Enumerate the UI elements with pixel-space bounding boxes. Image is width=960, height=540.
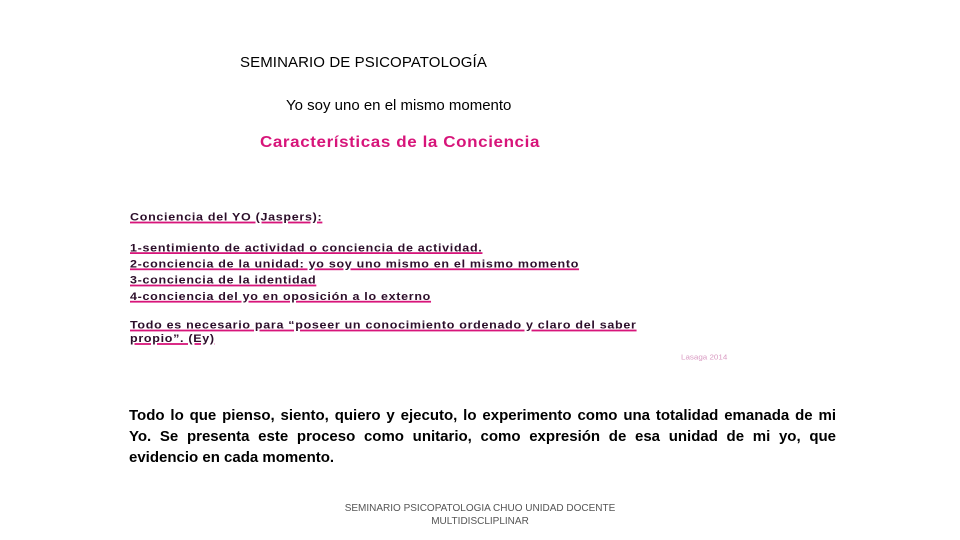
- body-paragraph: Todo lo que pienso, siento, quiero y ejecuto, lo experimento como una totalidad emanada de mi Yo. Se presenta este proceso como unitario, como expresión de esa unidad de mi yo, que evidencio en cada momento.: [129, 407, 836, 466]
- footer-line-1: SEMINARIO PSICOPATOLOGIA CHUO UNIDAD DOCENTE: [344, 503, 616, 514]
- slide-quote-line-1: Todo es necesario para “poseer un conocimiento ordenado y claro del saber: [130, 318, 637, 332]
- slide-item-2: 2-conciencia de la unidad: yo soy uno mismo en el mismo momento: [130, 257, 580, 271]
- slide-image: [126, 128, 758, 373]
- slide-credit: Lasaga 2014: [681, 353, 728, 362]
- slide-quote-line-2: propio”. (Ey): [130, 332, 215, 345]
- slide-heading: Conciencia del YO (Jaspers):: [130, 210, 323, 224]
- seminar-heading: SEMINARIO DE PSICOPATOLOGÍA: [240, 54, 487, 71]
- footer: [330, 502, 630, 528]
- slide-item-3: 3-conciencia de la identidad: [130, 273, 317, 287]
- slide-title: Características de la Conciencia: [260, 133, 540, 151]
- footer-line-2: MULTIDISCLIPLINAR: [431, 516, 529, 527]
- slide-item-4: 4-conciencia del yo en oposición a lo externo: [130, 290, 432, 303]
- subtitle: Yo soy uno en el mismo momento: [286, 97, 512, 114]
- slide-item-1: 1-sentimiento de actividad o conciencia de actividad.: [130, 241, 483, 254]
